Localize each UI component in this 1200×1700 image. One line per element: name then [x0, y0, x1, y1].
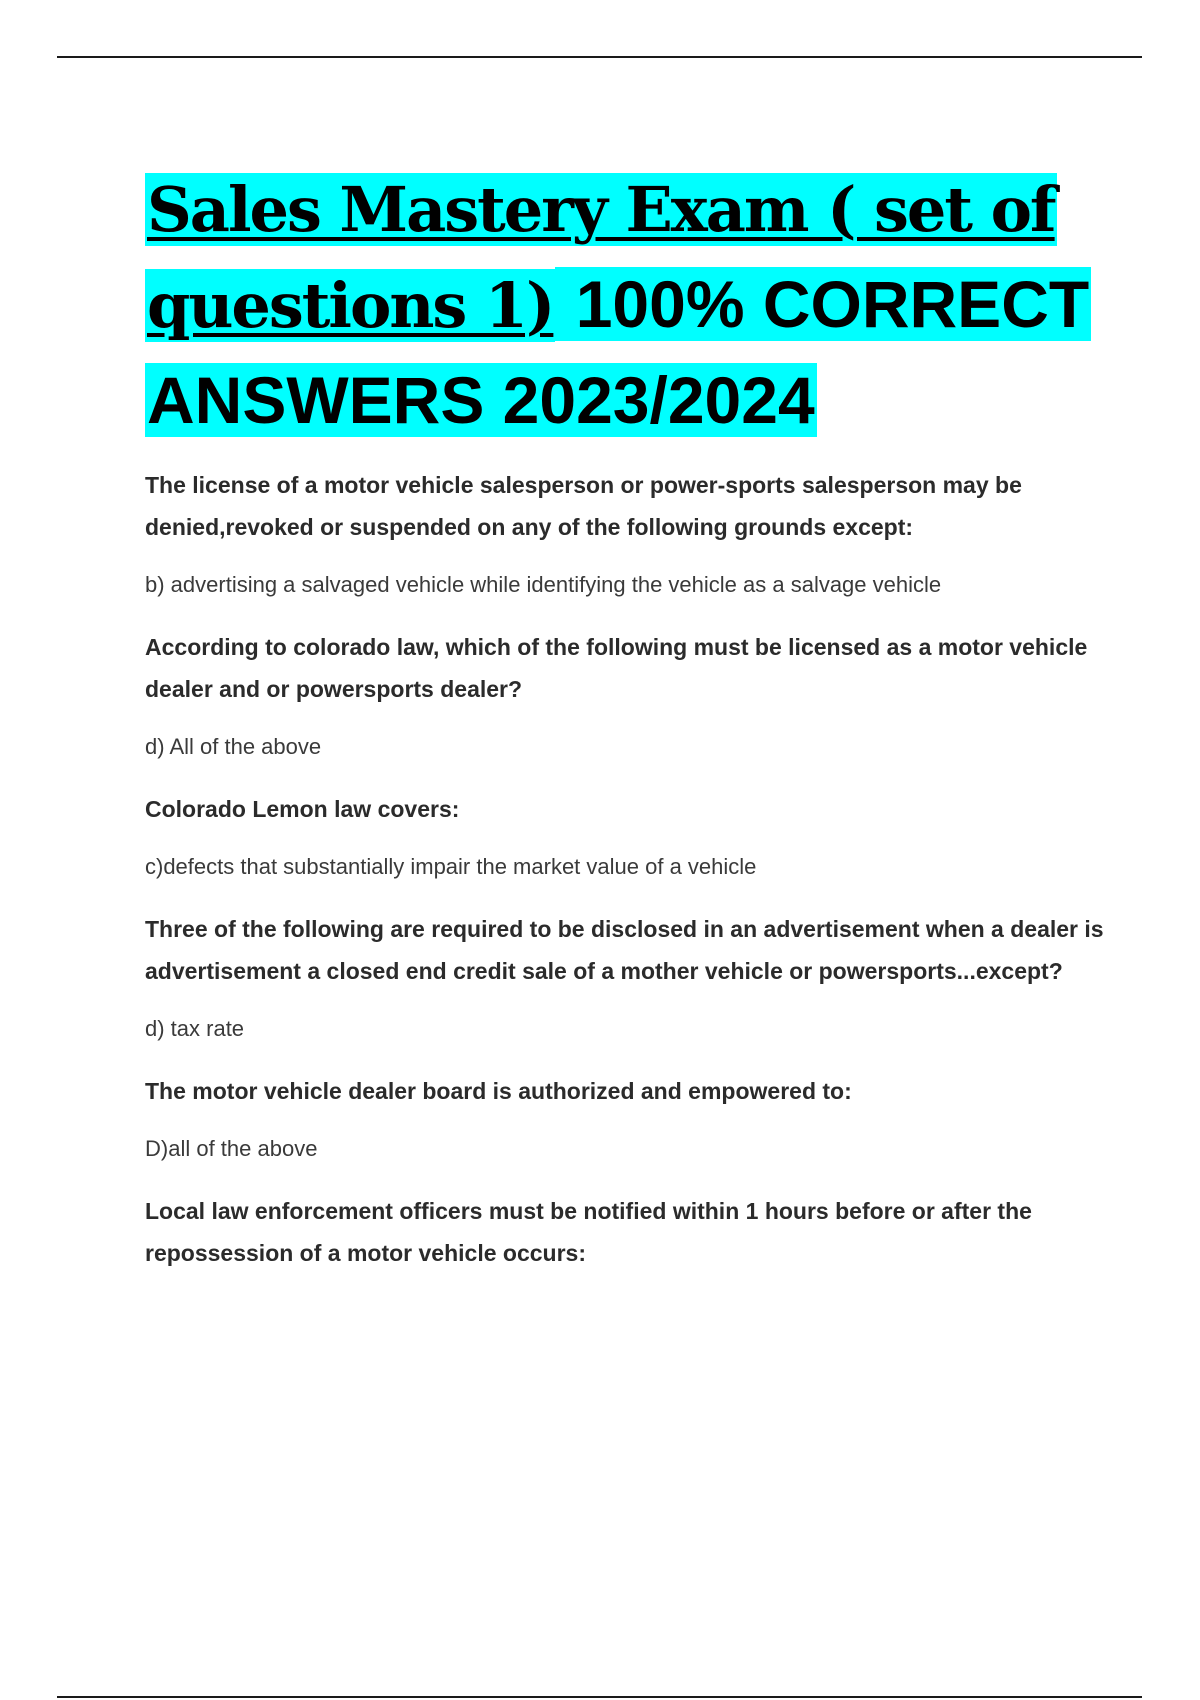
answer-2: d) All of the above [145, 734, 322, 759]
title-serif-part: Sales Mastery Exam ( set of questions 1) [147, 173, 1055, 342]
question-2: According to colorado law, which of the following must be licensed as a motor vehicle dealer and or powersports dealer? [145, 634, 1088, 702]
answer-3: c)defects that substantially impair the market value of a vehicle [145, 854, 757, 879]
document-body [145, 168, 1105, 1296]
question-3: Colorado Lemon law covers: [145, 796, 460, 822]
question-6: Local law enforcement officers must be notified within 1 hours before or after the repossession of a motor vehicle occurs: [145, 1198, 1032, 1266]
document-title [145, 168, 1105, 454]
bottom-rule [57, 1696, 1142, 1698]
title-sans-part: 100% CORRECT ANSWERS 2023/2024 [147, 267, 1090, 437]
question-list [145, 464, 1105, 1274]
top-rule [57, 56, 1142, 58]
answer-5: D)all of the above [145, 1136, 318, 1161]
answer-1: b) advertising a salvaged vehicle while identifying the vehicle as a salvage vehicle [145, 572, 942, 597]
question-5: The motor vehicle dealer board is authorized and empowered to: [145, 1078, 852, 1104]
answer-4: d) tax rate [145, 1016, 245, 1041]
question-4: Three of the following are required to be disclosed in an advertisement when a dealer is advertisement a closed end credit sale of a mother vehicle or powersports...except? [145, 916, 1104, 984]
question-1: The license of a motor vehicle salesperson or power-sports salesperson may be denied,revoked or suspended on any of the following grounds except: [145, 472, 1022, 540]
